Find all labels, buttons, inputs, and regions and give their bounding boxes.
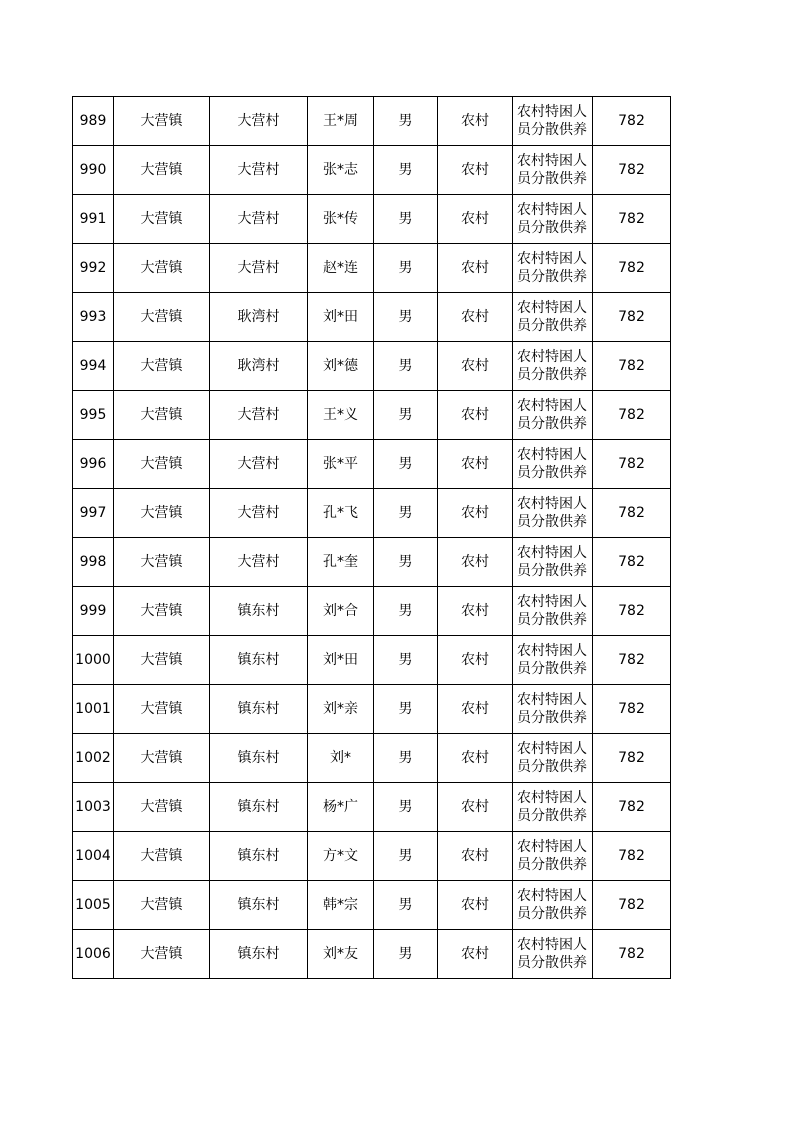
cell-support-type: 农村特困人员分散供养 bbox=[513, 685, 593, 734]
table-row bbox=[73, 538, 671, 587]
cell-name: 刘*田 bbox=[308, 636, 374, 685]
cell-area: 农村 bbox=[438, 685, 513, 734]
cell-number: 1001 bbox=[73, 685, 114, 734]
cell-town: 大营镇 bbox=[114, 881, 210, 930]
cell-gender: 男 bbox=[374, 97, 438, 146]
table-body bbox=[73, 97, 671, 979]
cell-gender: 男 bbox=[374, 440, 438, 489]
cell-village: 镇东村 bbox=[210, 832, 308, 881]
cell-amount: 782 bbox=[593, 734, 671, 783]
cell-name: 孔*奎 bbox=[308, 538, 374, 587]
table-row bbox=[73, 293, 671, 342]
cell-amount: 782 bbox=[593, 783, 671, 832]
cell-area: 农村 bbox=[438, 881, 513, 930]
cell-support-type: 农村特困人员分散供养 bbox=[513, 881, 593, 930]
cell-number: 1005 bbox=[73, 881, 114, 930]
cell-town: 大营镇 bbox=[114, 146, 210, 195]
cell-area: 农村 bbox=[438, 440, 513, 489]
cell-village: 镇东村 bbox=[210, 587, 308, 636]
cell-gender: 男 bbox=[374, 244, 438, 293]
table-row bbox=[73, 244, 671, 293]
cell-support-type: 农村特困人员分散供养 bbox=[513, 783, 593, 832]
table-row bbox=[73, 685, 671, 734]
cell-gender: 男 bbox=[374, 489, 438, 538]
cell-area: 农村 bbox=[438, 538, 513, 587]
cell-name: 刘*亲 bbox=[308, 685, 374, 734]
cell-area: 农村 bbox=[438, 97, 513, 146]
cell-amount: 782 bbox=[593, 440, 671, 489]
cell-number: 992 bbox=[73, 244, 114, 293]
cell-support-type: 农村特困人员分散供养 bbox=[513, 832, 593, 881]
cell-number: 1004 bbox=[73, 832, 114, 881]
cell-gender: 男 bbox=[374, 734, 438, 783]
cell-area: 农村 bbox=[438, 587, 513, 636]
cell-village: 大营村 bbox=[210, 195, 308, 244]
cell-area: 农村 bbox=[438, 391, 513, 440]
cell-village: 大营村 bbox=[210, 244, 308, 293]
cell-area: 农村 bbox=[438, 783, 513, 832]
cell-number: 997 bbox=[73, 489, 114, 538]
cell-name: 王*义 bbox=[308, 391, 374, 440]
cell-gender: 男 bbox=[374, 538, 438, 587]
cell-support-type: 农村特困人员分散供养 bbox=[513, 391, 593, 440]
table-row bbox=[73, 342, 671, 391]
table-row bbox=[73, 97, 671, 146]
cell-name: 张*志 bbox=[308, 146, 374, 195]
cell-support-type: 农村特困人员分散供养 bbox=[513, 587, 593, 636]
table-row bbox=[73, 146, 671, 195]
cell-area: 农村 bbox=[438, 244, 513, 293]
cell-number: 994 bbox=[73, 342, 114, 391]
cell-gender: 男 bbox=[374, 293, 438, 342]
cell-amount: 782 bbox=[593, 146, 671, 195]
table-row bbox=[73, 783, 671, 832]
cell-name: 孔*飞 bbox=[308, 489, 374, 538]
cell-name: 刘*友 bbox=[308, 930, 374, 979]
cell-name: 张*平 bbox=[308, 440, 374, 489]
cell-amount: 782 bbox=[593, 97, 671, 146]
cell-amount: 782 bbox=[593, 489, 671, 538]
table-row bbox=[73, 195, 671, 244]
cell-amount: 782 bbox=[593, 195, 671, 244]
cell-number: 989 bbox=[73, 97, 114, 146]
cell-amount: 782 bbox=[593, 391, 671, 440]
cell-amount: 782 bbox=[593, 930, 671, 979]
cell-support-type: 农村特困人员分散供养 bbox=[513, 489, 593, 538]
table-row bbox=[73, 440, 671, 489]
cell-gender: 男 bbox=[374, 587, 438, 636]
cell-support-type: 农村特困人员分散供养 bbox=[513, 636, 593, 685]
cell-number: 993 bbox=[73, 293, 114, 342]
cell-amount: 782 bbox=[593, 636, 671, 685]
cell-name: 刘*德 bbox=[308, 342, 374, 391]
cell-name: 刘*合 bbox=[308, 587, 374, 636]
cell-support-type: 农村特困人员分散供养 bbox=[513, 734, 593, 783]
cell-name: 刘*田 bbox=[308, 293, 374, 342]
cell-town: 大营镇 bbox=[114, 391, 210, 440]
cell-town: 大营镇 bbox=[114, 636, 210, 685]
cell-amount: 782 bbox=[593, 342, 671, 391]
table-row bbox=[73, 391, 671, 440]
cell-area: 农村 bbox=[438, 832, 513, 881]
cell-name: 刘* bbox=[308, 734, 374, 783]
cell-town: 大营镇 bbox=[114, 244, 210, 293]
cell-village: 镇东村 bbox=[210, 783, 308, 832]
cell-gender: 男 bbox=[374, 881, 438, 930]
cell-number: 991 bbox=[73, 195, 114, 244]
cell-gender: 男 bbox=[374, 342, 438, 391]
cell-village: 镇东村 bbox=[210, 734, 308, 783]
table-row bbox=[73, 636, 671, 685]
cell-town: 大营镇 bbox=[114, 587, 210, 636]
cell-area: 农村 bbox=[438, 734, 513, 783]
cell-area: 农村 bbox=[438, 489, 513, 538]
cell-support-type: 农村特困人员分散供养 bbox=[513, 342, 593, 391]
cell-support-type: 农村特困人员分散供养 bbox=[513, 97, 593, 146]
beneficiary-table bbox=[72, 96, 671, 979]
cell-town: 大营镇 bbox=[114, 195, 210, 244]
cell-town: 大营镇 bbox=[114, 832, 210, 881]
cell-village: 镇东村 bbox=[210, 685, 308, 734]
table-row bbox=[73, 832, 671, 881]
cell-village: 大营村 bbox=[210, 538, 308, 587]
cell-support-type: 农村特困人员分散供养 bbox=[513, 146, 593, 195]
cell-amount: 782 bbox=[593, 685, 671, 734]
cell-number: 1006 bbox=[73, 930, 114, 979]
cell-area: 农村 bbox=[438, 342, 513, 391]
cell-amount: 782 bbox=[593, 293, 671, 342]
cell-number: 996 bbox=[73, 440, 114, 489]
cell-town: 大营镇 bbox=[114, 342, 210, 391]
cell-gender: 男 bbox=[374, 930, 438, 979]
cell-area: 农村 bbox=[438, 636, 513, 685]
cell-name: 王*周 bbox=[308, 97, 374, 146]
cell-name: 张*传 bbox=[308, 195, 374, 244]
cell-town: 大营镇 bbox=[114, 783, 210, 832]
cell-village: 大营村 bbox=[210, 146, 308, 195]
cell-area: 农村 bbox=[438, 930, 513, 979]
cell-village: 耿湾村 bbox=[210, 293, 308, 342]
cell-town: 大营镇 bbox=[114, 440, 210, 489]
cell-village: 镇东村 bbox=[210, 930, 308, 979]
table-row bbox=[73, 930, 671, 979]
cell-gender: 男 bbox=[374, 195, 438, 244]
cell-name: 赵*连 bbox=[308, 244, 374, 293]
cell-village: 镇东村 bbox=[210, 881, 308, 930]
cell-village: 大营村 bbox=[210, 440, 308, 489]
table-row bbox=[73, 881, 671, 930]
cell-village: 大营村 bbox=[210, 97, 308, 146]
cell-village: 镇东村 bbox=[210, 636, 308, 685]
cell-gender: 男 bbox=[374, 832, 438, 881]
cell-number: 1003 bbox=[73, 783, 114, 832]
cell-area: 农村 bbox=[438, 146, 513, 195]
cell-area: 农村 bbox=[438, 195, 513, 244]
cell-amount: 782 bbox=[593, 587, 671, 636]
cell-gender: 男 bbox=[374, 783, 438, 832]
cell-area: 农村 bbox=[438, 293, 513, 342]
table-row bbox=[73, 734, 671, 783]
cell-amount: 782 bbox=[593, 538, 671, 587]
cell-name: 韩*宗 bbox=[308, 881, 374, 930]
cell-town: 大营镇 bbox=[114, 930, 210, 979]
cell-support-type: 农村特困人员分散供养 bbox=[513, 244, 593, 293]
cell-number: 990 bbox=[73, 146, 114, 195]
cell-support-type: 农村特困人员分散供养 bbox=[513, 293, 593, 342]
cell-town: 大营镇 bbox=[114, 734, 210, 783]
cell-town: 大营镇 bbox=[114, 538, 210, 587]
cell-number: 1002 bbox=[73, 734, 114, 783]
cell-number: 998 bbox=[73, 538, 114, 587]
cell-town: 大营镇 bbox=[114, 97, 210, 146]
cell-gender: 男 bbox=[374, 636, 438, 685]
cell-town: 大营镇 bbox=[114, 489, 210, 538]
cell-support-type: 农村特困人员分散供养 bbox=[513, 195, 593, 244]
cell-village: 耿湾村 bbox=[210, 342, 308, 391]
cell-gender: 男 bbox=[374, 146, 438, 195]
cell-number: 999 bbox=[73, 587, 114, 636]
cell-support-type: 农村特困人员分散供养 bbox=[513, 538, 593, 587]
cell-support-type: 农村特困人员分散供养 bbox=[513, 930, 593, 979]
cell-name: 杨*广 bbox=[308, 783, 374, 832]
cell-village: 大营村 bbox=[210, 391, 308, 440]
table-row bbox=[73, 489, 671, 538]
cell-name: 方*文 bbox=[308, 832, 374, 881]
cell-amount: 782 bbox=[593, 832, 671, 881]
cell-gender: 男 bbox=[374, 685, 438, 734]
table-row bbox=[73, 587, 671, 636]
cell-amount: 782 bbox=[593, 244, 671, 293]
cell-support-type: 农村特困人员分散供养 bbox=[513, 440, 593, 489]
cell-gender: 男 bbox=[374, 391, 438, 440]
cell-town: 大营镇 bbox=[114, 293, 210, 342]
cell-number: 1000 bbox=[73, 636, 114, 685]
cell-number: 995 bbox=[73, 391, 114, 440]
cell-village: 大营村 bbox=[210, 489, 308, 538]
cell-amount: 782 bbox=[593, 881, 671, 930]
cell-town: 大营镇 bbox=[114, 685, 210, 734]
